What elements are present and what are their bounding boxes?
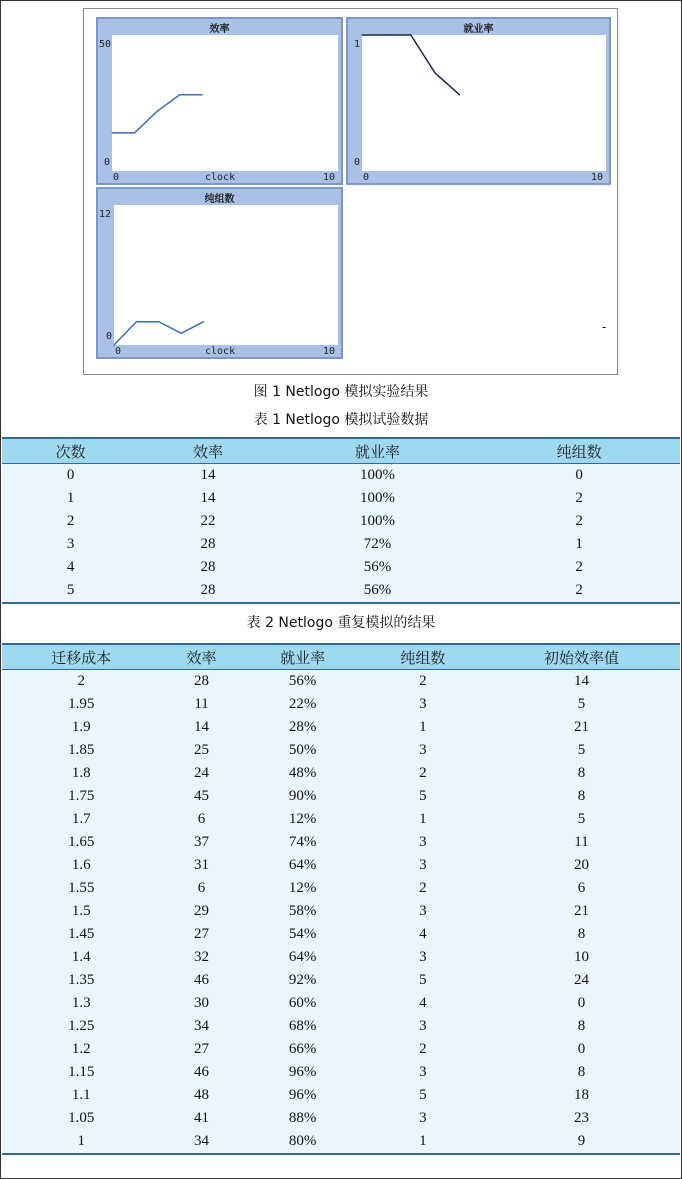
table-cell: 5 [419,788,427,804]
y-max-label: 1 [354,39,361,50]
table-cell: 50% [288,742,317,758]
series-line [112,95,202,133]
table-cell: 28% [288,719,317,735]
table-cell: 28 [200,536,216,552]
x-min-label: 0 [113,172,120,183]
x-axis-label: clock [205,346,236,357]
data-point [361,34,362,35]
column-header: 效率 [161,644,243,670]
table-cell: 9 [483,1130,680,1154]
table-row [2,693,680,716]
data-point [435,72,436,73]
table-cell: 8 [577,1018,586,1034]
table-cell: 22 [200,513,216,529]
data-point [203,321,204,322]
plot-employment-rate [346,17,611,185]
table-row [2,1107,680,1130]
table-cell: 8 [577,926,586,942]
plot-title: 纯组数 [204,194,235,205]
table-row [2,1015,680,1038]
series-line [114,322,204,345]
table-cell: 1 [419,811,427,827]
table1-caption: 表 1 Netlogo 模拟试验数据 [253,412,429,428]
table-cell: 4 [419,995,427,1011]
x-max-label: 10 [323,346,336,357]
table-cell: 1.55 [68,880,95,896]
data-point [111,132,112,133]
column-header: 纯组数 [363,644,483,670]
table-cell: 68% [288,1018,317,1034]
plot-pure-groups [96,187,343,359]
table-cell: 64% [288,857,317,873]
table2 [2,643,680,1155]
table-cell: 72% [363,536,392,552]
column-header: 纯组数 [478,438,680,464]
table-cell: 28 [139,579,276,603]
table-cell: 3 [419,742,427,758]
table-cell: 2 [419,880,427,896]
table-row [2,739,680,762]
table-cell: 27 [194,1041,210,1057]
table-cell: 1.05 [68,1110,95,1126]
table-cell: 6 [197,811,206,827]
table-cell: 100% [359,490,395,506]
table-row [2,1061,680,1084]
table-cell: 74% [288,834,317,850]
table-cell: 24 [194,765,210,781]
employment-rate-line-chart [362,35,606,171]
table-cell: 1.1 [71,1087,91,1103]
table-cell: 0 [66,467,75,483]
table-cell: 23 [573,1110,589,1126]
table-row [2,1084,680,1107]
table-cell: 25 [194,742,210,758]
plot-area [362,35,606,171]
table-cell: 1.45 [68,926,95,942]
table-row [2,877,680,900]
table-cell: 24 [573,972,589,988]
table-cell: 5 [2,579,139,603]
table-cell: 14 [194,719,210,735]
table-cell: 1.3 [71,995,91,1011]
data-point [179,94,180,95]
data-point [410,34,411,35]
plot-title: 效率 [209,24,230,35]
table-cell: 1.95 [68,696,95,712]
table-cell: 1.4 [71,949,91,965]
table-cell: 3 [66,536,75,552]
table-cell: 21 [573,719,589,735]
table-cell: 1.7 [71,811,91,827]
table-cell: 6 [577,880,586,896]
table-cell: 1.6 [71,857,91,873]
table-cell: 31 [194,857,210,873]
efficiency-line-chart [112,35,338,171]
table-row [2,579,680,603]
table-cell: 92% [288,972,317,988]
table-cell: 2 [478,579,680,603]
table-row [2,464,680,488]
table-cell: 20 [573,857,589,873]
table-cell: 66% [288,1041,317,1057]
table-row [2,510,680,533]
table-cell: 1.85 [68,742,95,758]
table-row [2,785,680,808]
table-row [2,762,680,785]
table-cell: 3 [419,857,427,873]
table-cell: 46 [194,1064,210,1080]
table-cell: 2 [575,559,583,575]
table-cell: 4 [419,926,427,942]
netlogo-figure [83,8,618,375]
table-cell: 46 [194,972,210,988]
table-cell: 0 [577,995,586,1011]
table-cell: 80% [242,1130,362,1154]
table-cell: 1 [66,490,75,506]
data-point [459,94,460,95]
y-min-label: 0 [104,157,111,168]
table-cell: 1.9 [71,719,91,735]
table-cell: 1.25 [68,1018,95,1034]
table-cell: 2 [66,513,75,529]
table-cell: 5 [419,1087,427,1103]
plot-area [114,205,338,345]
column-header: 迁移成本 [2,644,161,670]
table-cell: 96% [288,1064,317,1080]
table-cell: 1.8 [71,765,91,781]
pure-groups-line-chart [114,205,338,345]
table-cell: 3 [419,1110,427,1126]
table-cell: 48% [288,765,317,781]
column-header: 就业率 [242,644,362,670]
table-cell: 14 [200,490,216,506]
data-point [386,34,387,35]
table-row [2,716,680,739]
table-cell: 1 [2,1130,161,1154]
table-cell: 8 [577,788,586,804]
series-line [362,35,460,95]
y-min-label: 0 [354,157,361,168]
table-cell: 1 [575,536,583,552]
table-cell: 1 [363,1130,483,1154]
table-cell: 30 [194,995,210,1011]
table-cell: 2 [419,673,427,689]
table-cell: 56% [363,559,392,575]
table-cell: 4 [66,559,75,575]
figure-caption: 图 1 Netlogo 模拟实验结果 [253,384,429,400]
table-cell: 8 [577,1064,586,1080]
table-cell: 100% [359,513,395,529]
table-cell: 1.15 [68,1064,95,1080]
table-cell: 56% [288,673,317,689]
table-cell: 2 [575,490,583,506]
table2-caption: 表 2 Netlogo 重复模拟的结果 [246,615,436,631]
table-cell: 3 [419,834,427,850]
table-row [2,969,680,992]
table-cell: 11 [194,696,209,712]
table-cell: 6 [197,880,206,896]
table-header-row [2,438,680,464]
table-cell: 90% [288,788,317,804]
table-cell: 60% [288,995,317,1011]
table-cell: 100% [359,467,395,483]
side-mark: - [602,320,607,334]
table-cell: 12% [288,880,317,896]
table-row [2,923,680,946]
table-cell: 1.75 [68,788,95,804]
table-cell: 1.5 [71,903,91,919]
table-cell: 2 [77,673,86,689]
column-header: 效率 [139,438,276,464]
y-min-label: 0 [106,331,113,342]
table-cell: 96% [288,1087,317,1103]
table-row [2,854,680,877]
table-cell: 2 [575,513,583,529]
table-cell: 3 [419,903,427,919]
table-cell: 3 [419,1064,427,1080]
data-point [134,132,135,133]
table-cell: 14 [573,673,589,689]
table-cell: 64% [288,949,317,965]
table-cell: 18 [573,1087,589,1103]
table-cell: 3 [419,696,427,712]
table-cell: 5 [577,696,586,712]
table-cell: 88% [288,1110,317,1126]
data-point [202,94,203,95]
table-cell: 34 [194,1018,210,1034]
table-cell: 54% [288,926,317,942]
table-cell: 1.2 [71,1041,91,1057]
data-point [157,111,158,112]
table-cell: 12% [288,811,317,827]
table-cell: 1.35 [68,972,95,988]
table-cell: 3 [419,949,427,965]
table-cell: 37 [194,834,210,850]
table-cell: 5 [577,811,586,827]
data-point [136,321,137,322]
data-point [181,333,182,334]
table-header-row [2,644,680,670]
x-max-label: 10 [323,172,336,183]
table-cell: 32 [194,949,210,965]
table-cell: 10 [573,949,589,965]
y-max-label: 50 [99,39,112,50]
table-row [2,808,680,831]
table1 [2,437,680,604]
table-cell: 3 [419,1018,427,1034]
table-cell: 41 [194,1110,210,1126]
table-row [2,831,680,854]
x-max-label: 10 [591,172,604,183]
table-cell: 2 [419,765,427,781]
column-header: 初始效率值 [483,644,680,670]
table-row [2,487,680,510]
table-cell: 1.65 [68,834,95,850]
table-cell: 8 [577,765,586,781]
y-max-label: 12 [99,209,112,220]
table-cell: 45 [194,788,210,804]
table-cell: 34 [161,1130,243,1154]
table-row [2,946,680,969]
x-min-label: 0 [363,172,370,183]
data-point [158,321,159,322]
table-cell: 28 [200,559,216,575]
x-min-label: 0 [115,346,122,357]
table-cell: 28 [194,673,210,689]
table-cell: 58% [288,903,317,919]
table-cell: 48 [194,1087,210,1103]
plot-area [112,35,338,171]
table-cell: 1 [419,719,427,735]
table-cell: 5 [577,742,586,758]
table-cell: 0 [577,1041,586,1057]
plot-title: 就业率 [463,24,494,35]
table-row [2,533,680,556]
table-row [2,992,680,1015]
table-cell: 14 [200,467,216,483]
column-header: 就业率 [277,438,479,464]
table-cell: 56% [277,579,479,603]
table-cell: 21 [573,903,589,919]
table-row [2,1130,680,1154]
table-cell: 27 [194,926,210,942]
table-row [2,900,680,923]
table-cell: 5 [419,972,427,988]
table-row [2,670,680,694]
table-cell: 22% [288,696,317,712]
x-axis-label: clock [205,172,236,183]
table-cell: 29 [194,903,210,919]
column-header: 次数 [2,438,139,464]
table-cell: 0 [575,467,583,483]
plot-efficiency [96,17,343,185]
table-cell: 11 [574,834,589,850]
table-row [2,1038,680,1061]
table-cell: 2 [419,1041,427,1057]
table-row [2,556,680,579]
